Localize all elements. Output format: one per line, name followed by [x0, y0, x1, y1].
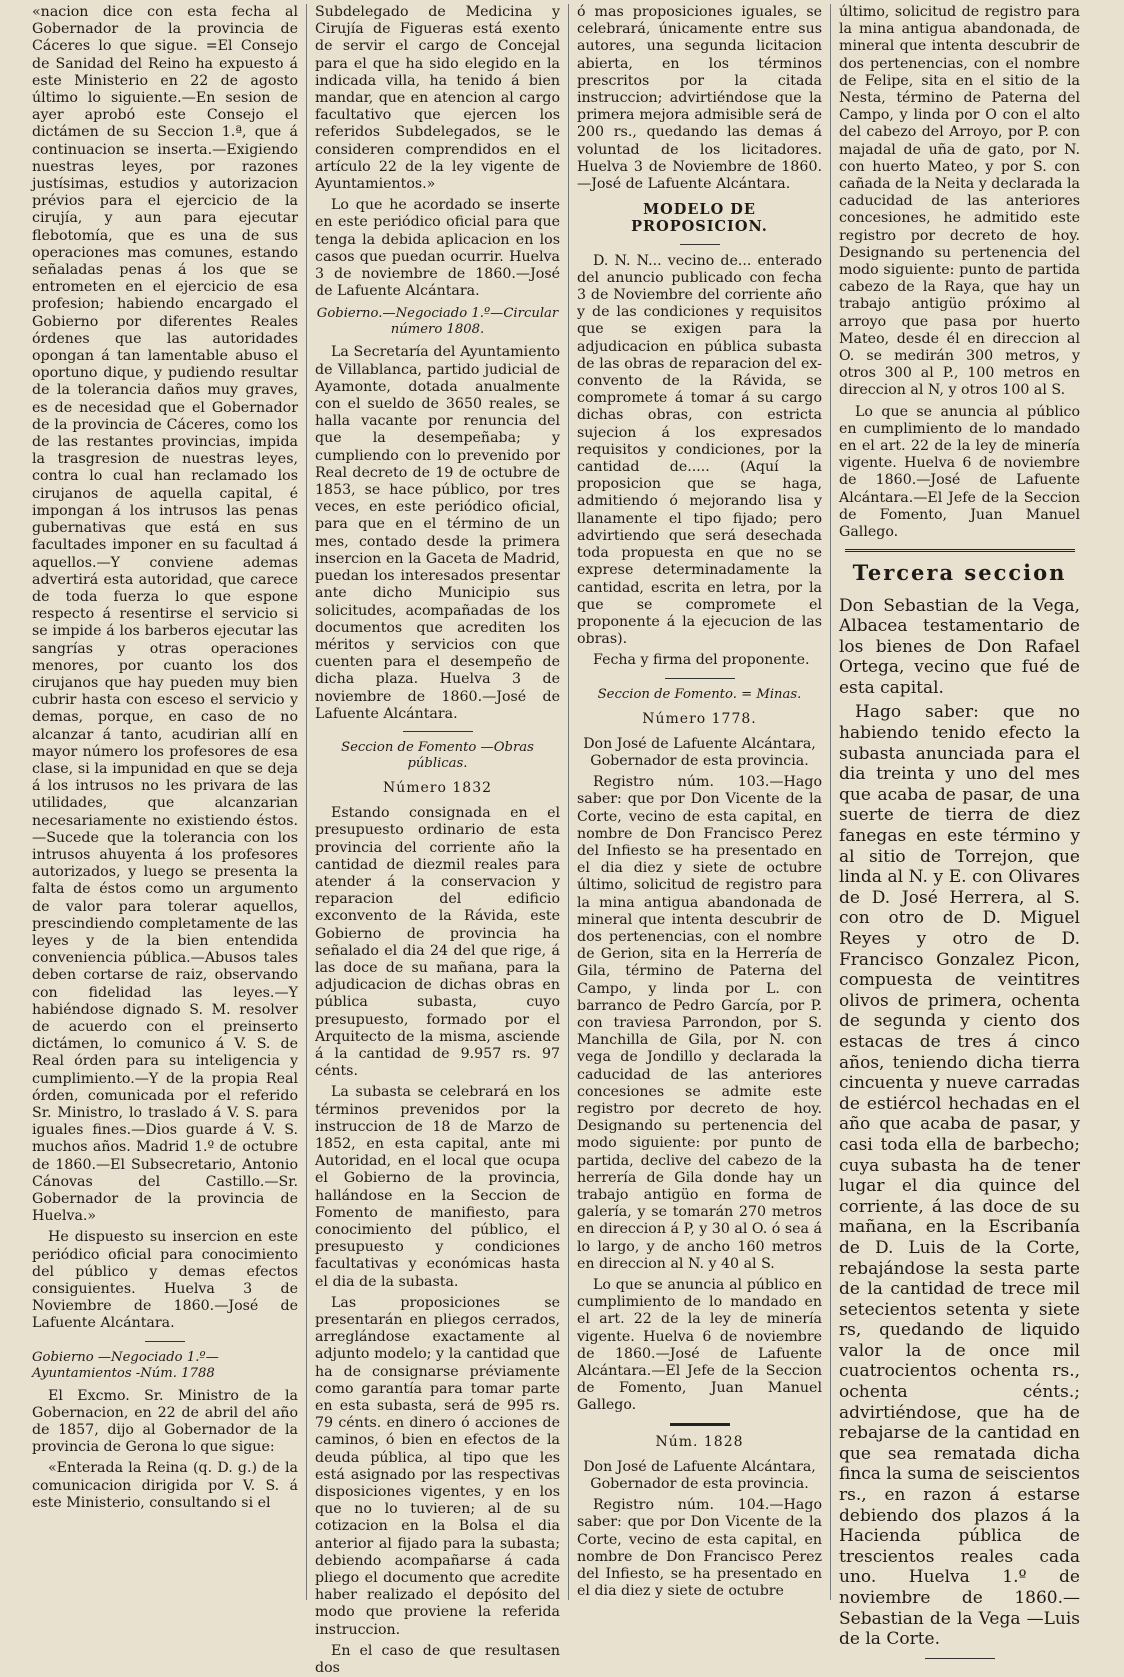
section-title: Tercera seccion [852, 560, 1067, 586]
paragraph: D. N. N... vecino de... enterado del anuncio publicado con fecha 3 de Noviembre del corriente año y de las condiciones y requisitos que se exigen para la adjudicacion en pública subasta de las obras de reparacion del ex-convento de la Rávida, se compromete á tomar á su cargo dichas obras, con estricta sujecion á los expresados requisitos y condiciones, por la cantidad de..... (Aquí la proposicion que se haga, admitiendo ó mejorando lisa y llanamente el tipo fijado; pero advirtiendo que será desechada toda propuesta en que no se exprese determinadamente la cantidad, escrita en letra, por la que se compromete el proponente á la ejecucion de las obras). [577, 252, 822, 648]
divider [665, 678, 735, 679]
paragraph: último, solicitud de registro para la mina antigua abandonada, de mineral que intenta descubrir de dos pertenencias, con el nombre de Felipe, sita en el sitio de la Nesta, término de Paterna del Campo, y linda por O con el alto del cabezo del Arroyo, por P. con majadal de uña de gato, por N. con huerto Mateo, y por S. con cañada de la Neita y declarada la caducidad de las anteriores concesiones, he admitido este registro por decreto de hoy. Designando su pertenencia del modo siguiente: punto de partida cabezo de la Raya, que hay un trabajo antigüo próximo al arroyo que pasa por huerto Mateo, desde él en direccion al O. se medirán 300 metros, y otros 300 al P., 100 metros en direccion al N, y otros 100 al S. [839, 4, 1080, 399]
paragraph: En el caso de que resultasen dos [315, 1642, 560, 1677]
paragraph: Lo que he acordado se inserte en este periódico oficial para que tenga la debida aplicacion en los casos que puedan ocurrir. Huelva 3 de noviembre de 1860.—José de Lafuente Alcántara. [315, 197, 560, 300]
paragraph: La subasta se celebrará en los términos prevenidos por la instruccion de 18 de Marzo de 1852, en esta capital, ante mi Autoridad, en el local que ocupa el Gobierno de la provincia, hallándose en la Seccion de Fomento de manifiesto, para conocimiento del público, el presupuesto y condiciones facultativas y económicas hasta el dia de la subasta. [315, 1084, 560, 1290]
column-1 [24, 4, 306, 1600]
paragraph: «nacion dice con esta fecha al Gobernador de la provincia de Cáceres lo que sigue. =El Consejo de Sanidad del Reino ha expuesto á este Ministerio en 22 de agosto último lo siguiente.—En sesion de ayer aprobó este Consejo el dictámen de su Seccion 1.ª, que á continuacion se inserta.—Exigiendo nuestras leyes, por razones justísimas, estudios y autorizacion prévios para el ejercicio de la cirujía, y aun para ejecutar flebotomía, que es una de sus operaciones mas comunes, estando señaladas penas á los que se entrometen en el ejercicio de esa profesion; habiendo encargado el Gobierno por diferentes Reales órdenes que las autoridades opongan á tan lamentable abuso el oportuno dique, y pudiendo resultar de la tolerancia daños muy graves, es de necesidad que el Gobernador de la provincia de Cáceres, como los de las restantes provincias, impida la trasgresion de nuestras leyes, contra lo cual han reclamado los cirujanos de aquella capital, é impongan á los intrusos las penas gubernativas que está en sus facultades imponer en su facultad á aquellos.—Y conviene ademas advertirá esta autoridad, que carece de toda fuerza lo que espone respecto á resentirse el servicio si se impide á los barberos ejecutar las sangrías y otras operaciones menores, por cuanto los dos cirujanos que hay pueden muy bien cubrir hasta con esceso el servicio y demas, porque, en caso de no alcanzar á tanto, acudirian allí en mayor número los profesores de esa clase, si la impunidad en que se deja á los intrusos no les privara de las utilidades, que alcanzarian necesariamente no existiendo éstos.—Sucede que la tolerancia con los intrusos ahuyenta á los profesores autorizados, y luego se presenta la falta de éstos como un argumento de valor para tolerar aquellos, prescindiendo completamente de las leyes y de la bien entendida conveniencia pública.—Abusos tales deben cortarse de raiz, observando con fidelidad las leyes.—Y habiéndose dignado S. M. resolver de acuerdo con el preinserto dictámen, lo comunico á V. S. de Real órden para su inteligencia y cumplimiento.—Y de la propia Real órden, comunicada por el referido Sr. Ministro, lo traslado á V. S. para iguales fines.—Dios guarde á V. S. muchos años. Madrid 1.º de octubre de 1860.—El Subsecretario, Antonio Cánovas del Castillo.—Sr. Gobernador de la provincia de Huelva.» [32, 4, 298, 1225]
paragraph: Don Sebastian de la Vega, Albacea testamentario de los bienes de Don Rafael Ortega, vecino que fué de esta capital. [839, 595, 1080, 698]
notice-title: Don José de Lafuente Alcántara, Gobernador de esta provincia. [583, 1458, 816, 1493]
divider [925, 1658, 995, 1659]
section-heading: Gobierno —Negociado 1.º—Ayuntamientos -Núm. 1788 [32, 1349, 219, 1381]
paragraph: «Enterada la Reina (q. D. g.) de la comunicacion dirigida por V. S. á este Ministerio, consultando si el [32, 1460, 298, 1511]
paragraph: Registro núm. 103.—Hago saber: que por Don Vicente de la Corte, vecino de esta capital, en nombre de Don Francisco Perez del Infiesto se ha presentado en el dia diez y siete de octubre último, solicitud de registro para la mina antigua abandonada de mineral que intenta descubrir de dos pertenencias, con el nombre de Gerion, sita en la Herrería de Gila, término de Paterna del Campo, y linda por L. con barranco de Pedro García, por P. con traviesa Parrondon, por S. Manchilla de Gila, por N. con vega de Jondillo y declarada la caducidad de las anteriores concesiones se admite este registro por decreto de hoy. Designando su pertenencia del modo siguiente: por punto de partida, declive del cabezo de la herrería de Gila donde hay un trabajo antigüo en forma de galería, y se tomarán 270 metros en direccion á P, y 30 al O. ó sea á lo largo, y de ancho 160 metros en direccion al N. y 40 al S. [577, 774, 822, 1272]
paragraph: Las proposiciones se presentarán en pliegos cerrados, arreglándose exactamente al adjunto modelo; y la cantidad que ha de consignarse préviamente como garantía para tomar parte en esta subasta, será de 995 rs. 79 cénts. en dinero ó acciones de caminos, ó bien en efectos de la deuda pública, al tipo que les está asignado por las respectivas disposiciones vigentes, y en los que no lo tuvieren; al de su cotizacion en la Bolsa el dia anterior al fijado para la subasta; debiendo acompañarse á cada pliego el documento que acredite haber realizado el depósito del modo que proviene la referida instruccion. [315, 1294, 560, 1638]
paragraph: Fecha y firma del proponente. [593, 652, 810, 669]
divider [670, 1423, 730, 1426]
notice-number: Número 1778. [642, 710, 757, 727]
divider [145, 1341, 185, 1342]
section-heading: MODELO DE PROPOSICION. [631, 201, 768, 236]
paragraph: Subdelegado de Medicina y Cirujía de Figueras está exento de servir el cargo de Concejal para el que ha sido elegido en la indicada villa, ha tenido á bien mandar, que en atencion al cargo facultativo que ejercen los referidos Subdelegados, se le consideren comprendidos en el artículo 22 de la ley vigente de Ayuntamientos.» [315, 4, 560, 193]
paragraph: Registro núm. 104.—Hago saber: que por Don Vicente de la Corte, vecino de esta capital, en nombre de Don Francisco Perez del Infiesto, se ha presentado en el dia diez y siete de octubre [577, 1497, 822, 1600]
section-heading: Seccion de Fomento. = Minas. [597, 686, 802, 702]
paragraph: ó mas proposiciones iguales, se celebrará, únicamente entre sus autores, una segunda licitacion abierta, en los términos prescritos por la citada instruccion; advirtiéndose que la primera mejora admisible será de 200 rs., quedando las demas á voluntad de los licitadores. Huelva 3 de Noviembre de 1860.—José de Lafuente Alcántara. [577, 4, 822, 193]
column-3 [568, 4, 830, 1600]
section-heading: Gobierno.—Negociado 1.º—Circular número 1808. [316, 306, 559, 338]
notice-number: Número 1832 [382, 779, 493, 796]
paragraph: Lo que se anuncia al público en cumplimiento de lo mandado en el art. 22 de la ley de minería vigente. Huelva 6 de noviembre de 1860.—José de Lafuente Alcántara.—El Jefe de la Seccion de Fomento, Juan Manuel Gallego. [839, 403, 1080, 541]
section-heading: Seccion de Fomento —Obras públicas. [341, 739, 534, 771]
notice-title: Don José de Lafuente Alcántara, Gobernador de esta provincia. [583, 735, 816, 769]
divider [845, 549, 1075, 552]
notice-number: Núm. 1828 [655, 1433, 744, 1450]
divider [680, 244, 720, 245]
paragraph: El Excmo. Sr. Ministro de la Gobernacion, en 22 de abril del año de 1857, dijo al Gobernador de la provincia de Gerona lo que sigue: [32, 1387, 298, 1456]
paragraph: Estando consignada en el presupuesto ordinario de esta provincia del corriente año la cantidad de diezmil reales para atender á la conservacion y reparacion del edificio exconvento de la Rávida, este Gobierno de provincia ha señalado el dia 24 del que rige, á las doce de su mañana, para la adjudicacion de dichas obras en pública subasta, cuyo presupuesto, formado por el Arquitecto de la misma, asciende á la cantidad de 9.957 rs. 97 cénts. [315, 805, 560, 1080]
divider [403, 731, 473, 732]
paragraph: He dispuesto su insercion en este periódico oficial para conocimiento del público y demas efectos consiguientes. Huelva 3 de Noviembre de 1860.—José de Lafuente Alcántara. [32, 1229, 298, 1332]
paragraph: Hago saber: que no habiendo tenido efecto la subasta anunciada para el dia treinta y uno del mes que acaba de pasar, de una suerte de tierra de diez fanegas en este término y al sitio de Torrejon, que linda al N. y E. con Olivares de D. José Herrera, al S. con otro de D. Miguel Reyes y otro de D. Francisco Gonzalez Picon, compuesta de veintitres olivos de primera, ochenta de segunda y ciento dos estacas de tres á cinco años, teniendo dicha tierra cincuenta y nueve carradas de estiércol hechadas en el año que acaba de pasar, y casi toda ella de barbecho; cuya subasta ha de tener lugar el dia quince del corriente, á las doce de su mañana, en la Escribanía de D. Luis de la Corte, rebajándose la sesta parte de la cantidad de trece mil setecientos setenta y siete rs, quedando de liquido valor la de once mil cuatrocientos ochenta rs., ochenta cénts.; advirtiéndose, que ha de rebajarse de la cantidad en que sea rematada dicha finca la suma de seiscientos rs., en razon á estarse debiendo dos plazos á la Hacienda pública de trescientos reales cada uno. Huelva 1.º de noviembre de 1860.—Sebastian de la Vega —Luis de la Corte. [839, 702, 1080, 1650]
paragraph: La Secretaría del Ayuntamiento de Villablanca, partido judicial de Ayamonte, dotada anualmente con el sueldo de 3650 reales, se halla vacante por renuncia del que la desempeñaba; y cumpliendo con lo prevenido por Real decreto de 19 de octubre de 1853, se hace público, por tres veces, en este periódico oficial, para que en el término de un mes, contado desde la primera insercion en la Gaceta de Madrid, puedan los interesados presentar ante dicho Municipio sus solicitudes, acompañadas de los documentos que acrediten los méritos y servicios con que cuenten para el desempeño de dicha plaza. Huelva 3 de noviembre de 1860.—José de Lafuente Alcántara. [315, 344, 560, 722]
paragraph: Lo que se anuncia al público en cumplimiento de lo mandado en el art. 22 de la ley de minería vigente. Huelva 6 de noviembre de 1860.—José de Lafuente Alcántara.—El Jefe de la Seccion de Fomento, Juan Manuel Gallego. [577, 1277, 822, 1414]
column-4 [830, 4, 1088, 1650]
column-2 [306, 4, 568, 1677]
